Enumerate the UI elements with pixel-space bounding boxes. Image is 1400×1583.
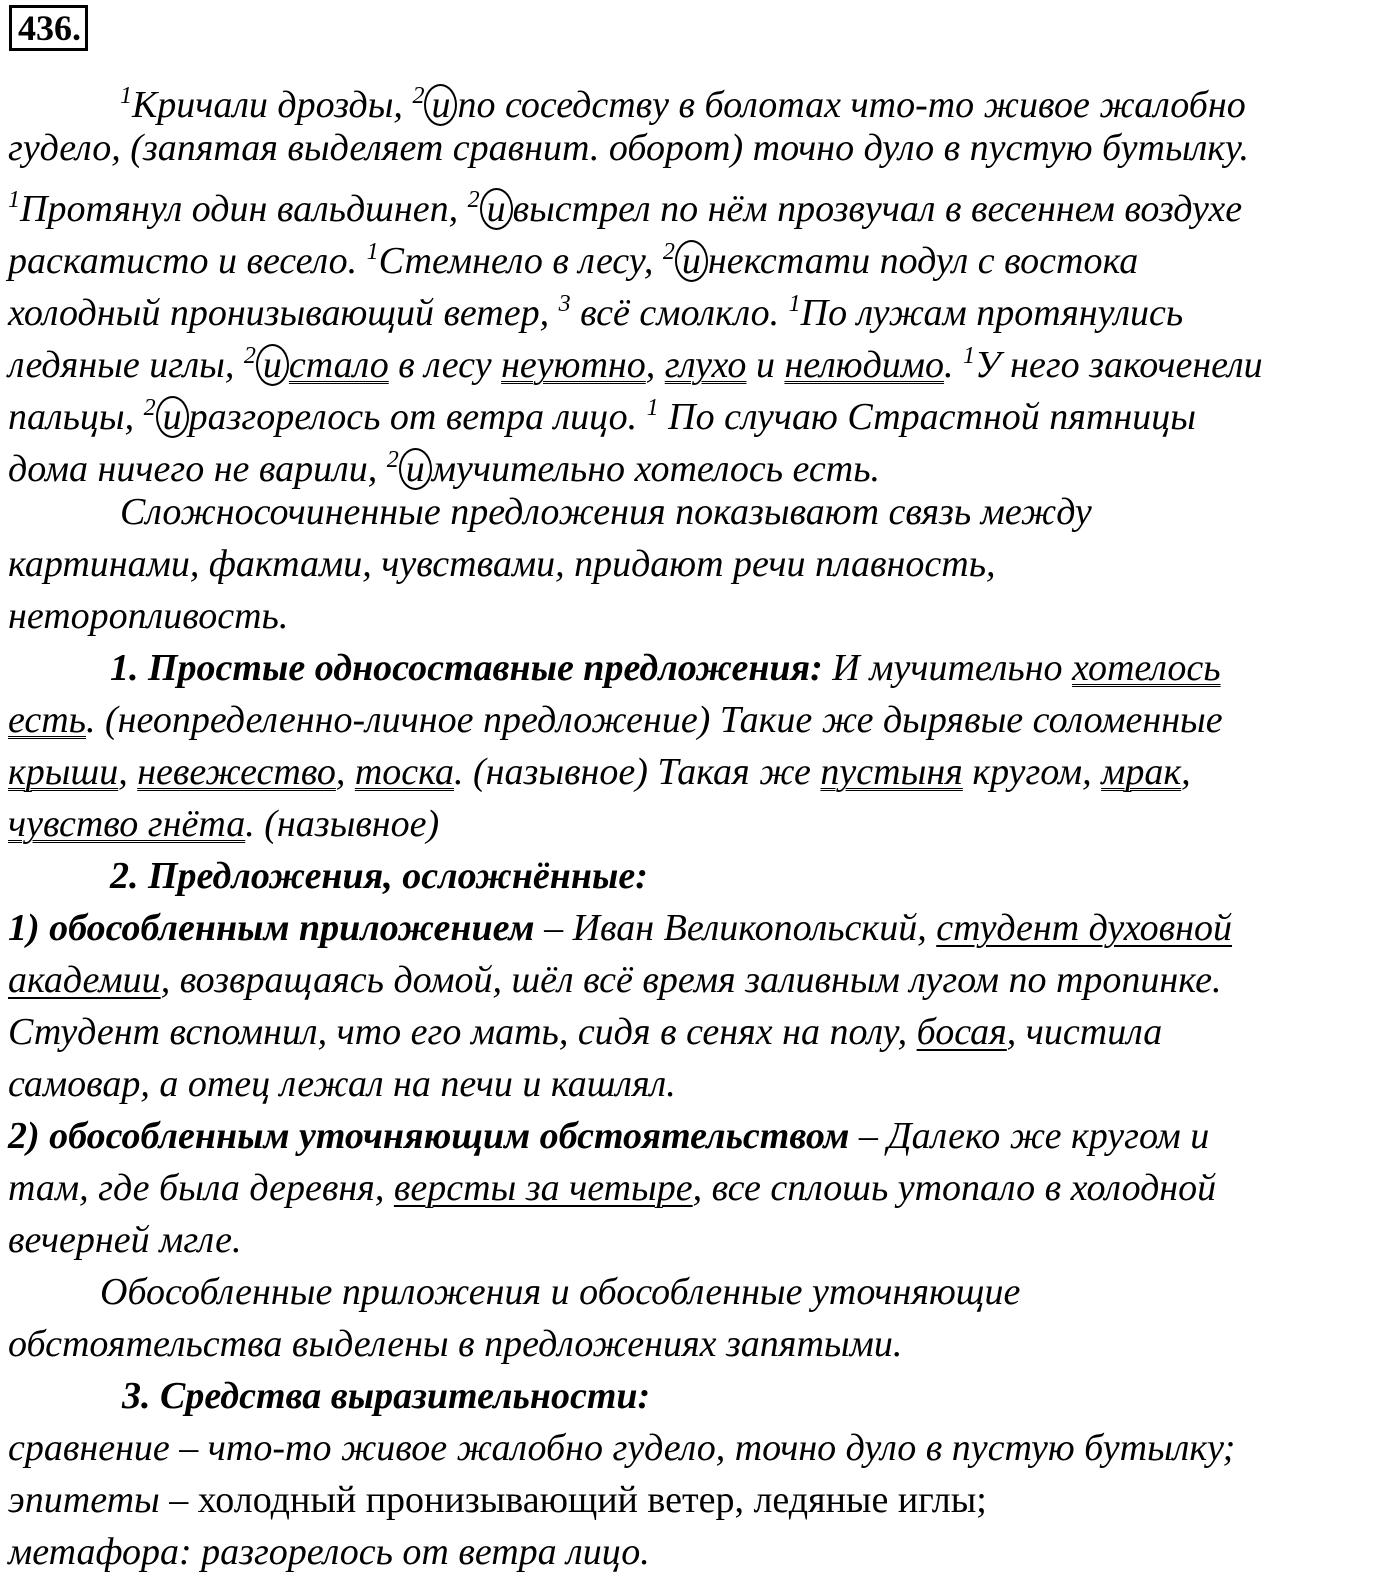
clause-number: 1 (788, 291, 801, 317)
circled-conjunction: и (399, 448, 432, 490)
apposition-underlined: академии (8, 959, 161, 1001)
clause-number: 1 (646, 395, 659, 421)
item-label: 1) обособленным приложением (8, 907, 535, 949)
text-line (8, 1058, 676, 1110)
text-line (8, 226, 1139, 282)
text-fragment: , все сплошь утопало в холодной (692, 1167, 1217, 1209)
predicate-underlined: стало (288, 344, 389, 386)
apposition-underlined: студент духовной (936, 907, 1233, 949)
clause-number: 1 (8, 187, 20, 213)
text-fragment: Студент вспомнил, что его мать, сидя в сенях на полу, (8, 1011, 908, 1053)
section-heading: 1. Простые односоставные предложения: (110, 647, 823, 689)
subject-underlined: мрак (1101, 751, 1182, 793)
text-fragment: выстрел по нём прозвучал в весеннем воздухе (512, 188, 1243, 230)
text-fragment: мучительно хотелось есть. (431, 448, 880, 490)
predicate-underlined: неуютно (501, 344, 646, 386)
text-fragment: Стемнело в лесу, (378, 240, 654, 282)
subject-underlined: крыши (8, 751, 119, 793)
text-fragment: Обособленные приложения и обособленные уточняющие (100, 1271, 1021, 1313)
text-fragment: , чистила (1006, 1011, 1163, 1053)
circled-conjunction: и (675, 240, 708, 282)
text-line: ледяные иглы, $^2$ и стало в лесу неуютно, глухо и нелюдимо. $^1$У него закоченели (8, 343, 1263, 386)
text-fragment: раскатисто и весело. (8, 240, 358, 282)
text-line (8, 1526, 650, 1578)
text-fragment: . (назывное) (245, 803, 440, 845)
text-fragment: кругом, (972, 751, 1092, 793)
circled-conjunction: и (156, 396, 189, 438)
clause-number: 2 (243, 343, 256, 369)
circumstance-underlined: версты за четыре (393, 1167, 693, 1209)
text-line (8, 382, 1196, 438)
text-fragment: всё смолкло. (580, 292, 780, 334)
text-fragment: холодный пронизывающий ветер, (8, 292, 550, 334)
predicate-underlined: есть (8, 699, 86, 741)
text-line (120, 70, 1246, 126)
text-fragment: По лужам протянулись (800, 292, 1184, 334)
clause-number: 2 (412, 83, 425, 109)
text-line (8, 278, 1184, 334)
text-line (8, 1474, 987, 1526)
section-heading: 2. Предложения, осложнённые: (110, 855, 648, 897)
text-line (8, 590, 288, 642)
text-line (110, 642, 1221, 694)
text-fragment: – Далеко же кругом и (849, 1115, 1210, 1157)
circled-conjunction: и (480, 188, 513, 230)
text-fragment: неторопливость. (8, 595, 289, 637)
text-fragment: эпитеты – (8, 1479, 189, 1521)
text-line (8, 798, 439, 850)
clause-number: 1 (963, 343, 976, 369)
text-fragment: . (назывное) Такая же (454, 751, 811, 793)
text-fragment: самовар, а отец лежал на печи и кашлял. (8, 1063, 676, 1105)
text-fragment: дома ничего не варили, (8, 448, 378, 490)
apposition-underlined: босая (916, 1011, 1007, 1053)
text-fragment: картинами, фактами, чувствами, придают речи плавность, (8, 543, 996, 585)
text-fragment: холодный пронизывающий ветер, ледяные иглы; (188, 1479, 987, 1521)
text-line (8, 122, 1249, 174)
clause-number: 2 (143, 395, 156, 421)
text-line (100, 1266, 1020, 1318)
text-fragment: гудело, (запятая выделяет сравнит. оборот) точно дуло в пустую бутылку. (8, 127, 1250, 169)
clause-number: 1 (366, 239, 379, 265)
text-fragment: сравнение – что-то живое жалобно гудело, точно дуло в пустую бутылку; (8, 1427, 1236, 1469)
text-fragment: У него закоченели (975, 344, 1263, 386)
text-fragment: некстати подул с востока (707, 240, 1139, 282)
clause-number: 2 (662, 239, 675, 265)
clause-number: 3 (558, 291, 571, 317)
circled-conjunction: и (256, 344, 289, 386)
text-fragment: обстоятельства выделены в предложениях запятыми. (8, 1323, 903, 1365)
text-line (8, 174, 1243, 230)
text-fragment: метафора: разгорелось от ветра лицо. (8, 1531, 650, 1573)
text-fragment: ледяные иглы, (8, 344, 235, 386)
text-line (8, 538, 996, 590)
text-fragment: там, где была деревня, (8, 1167, 385, 1209)
predicate-underlined: хотелось (1072, 647, 1221, 689)
text-line (8, 694, 1223, 746)
clause-number: 1 (120, 83, 132, 109)
circled-conjunction: и (424, 84, 457, 126)
text-line (8, 434, 880, 490)
text-fragment: Сложносочиненные предложения показывают связь между (120, 491, 1092, 533)
clause-number: 2 (467, 187, 480, 213)
subject-underlined: невежество (137, 751, 336, 793)
predicate-underlined: нелюдимо (784, 344, 945, 386)
exercise-number: 436. (9, 5, 88, 51)
text-line (122, 1370, 650, 1422)
text-line (8, 954, 1221, 1006)
text-line: крыши, невежество, тоска. (назывное) Такая же пустыня кругом, мрак, (8, 751, 1191, 793)
text-fragment: по соседству в болотах что-то живое жалобно (457, 84, 1246, 126)
predicate-underlined: глухо (664, 344, 747, 386)
subject-underlined: тоска (354, 751, 454, 793)
subject-underlined: чувство гнёта (8, 803, 246, 845)
clause-number: 2 (386, 447, 399, 473)
text-fragment: разгорелось от ветра лицо. (188, 396, 638, 438)
text-line (110, 850, 648, 902)
text-line (8, 1422, 1235, 1474)
text-line (120, 486, 1092, 538)
item-label: 2) обособленным уточняющим обстоятельством (8, 1115, 850, 1157)
text-fragment: . (неопределенно-личное предложение) Такие же дырявые соломенные (85, 699, 1223, 741)
subject-underlined: пустыня (820, 751, 963, 793)
text-line (8, 1214, 242, 1266)
text-line (8, 1006, 1162, 1058)
text-line (8, 902, 1232, 954)
text-line (8, 1162, 1216, 1214)
section-heading: 3. Средства выразительности: (122, 1375, 651, 1417)
text-fragment: Кричали дрозды, (132, 84, 403, 126)
text-fragment: – Иван Великопольский, (534, 907, 927, 949)
text-fragment: пальцы, (8, 396, 135, 438)
text-line (8, 1318, 902, 1370)
text-fragment: , возвращаясь домой, шёл всё время заливным лугом по тропинке. (160, 959, 1222, 1001)
text-fragment: Протянул один вальдшнеп, (20, 188, 459, 230)
text-fragment: И мучительно (832, 647, 1063, 689)
text-line (8, 1110, 1209, 1162)
text-fragment: вечерней мгле. (8, 1219, 242, 1261)
text-fragment: в лесу (398, 344, 492, 386)
text-fragment: По случаю Страстной пятницы (668, 396, 1196, 438)
